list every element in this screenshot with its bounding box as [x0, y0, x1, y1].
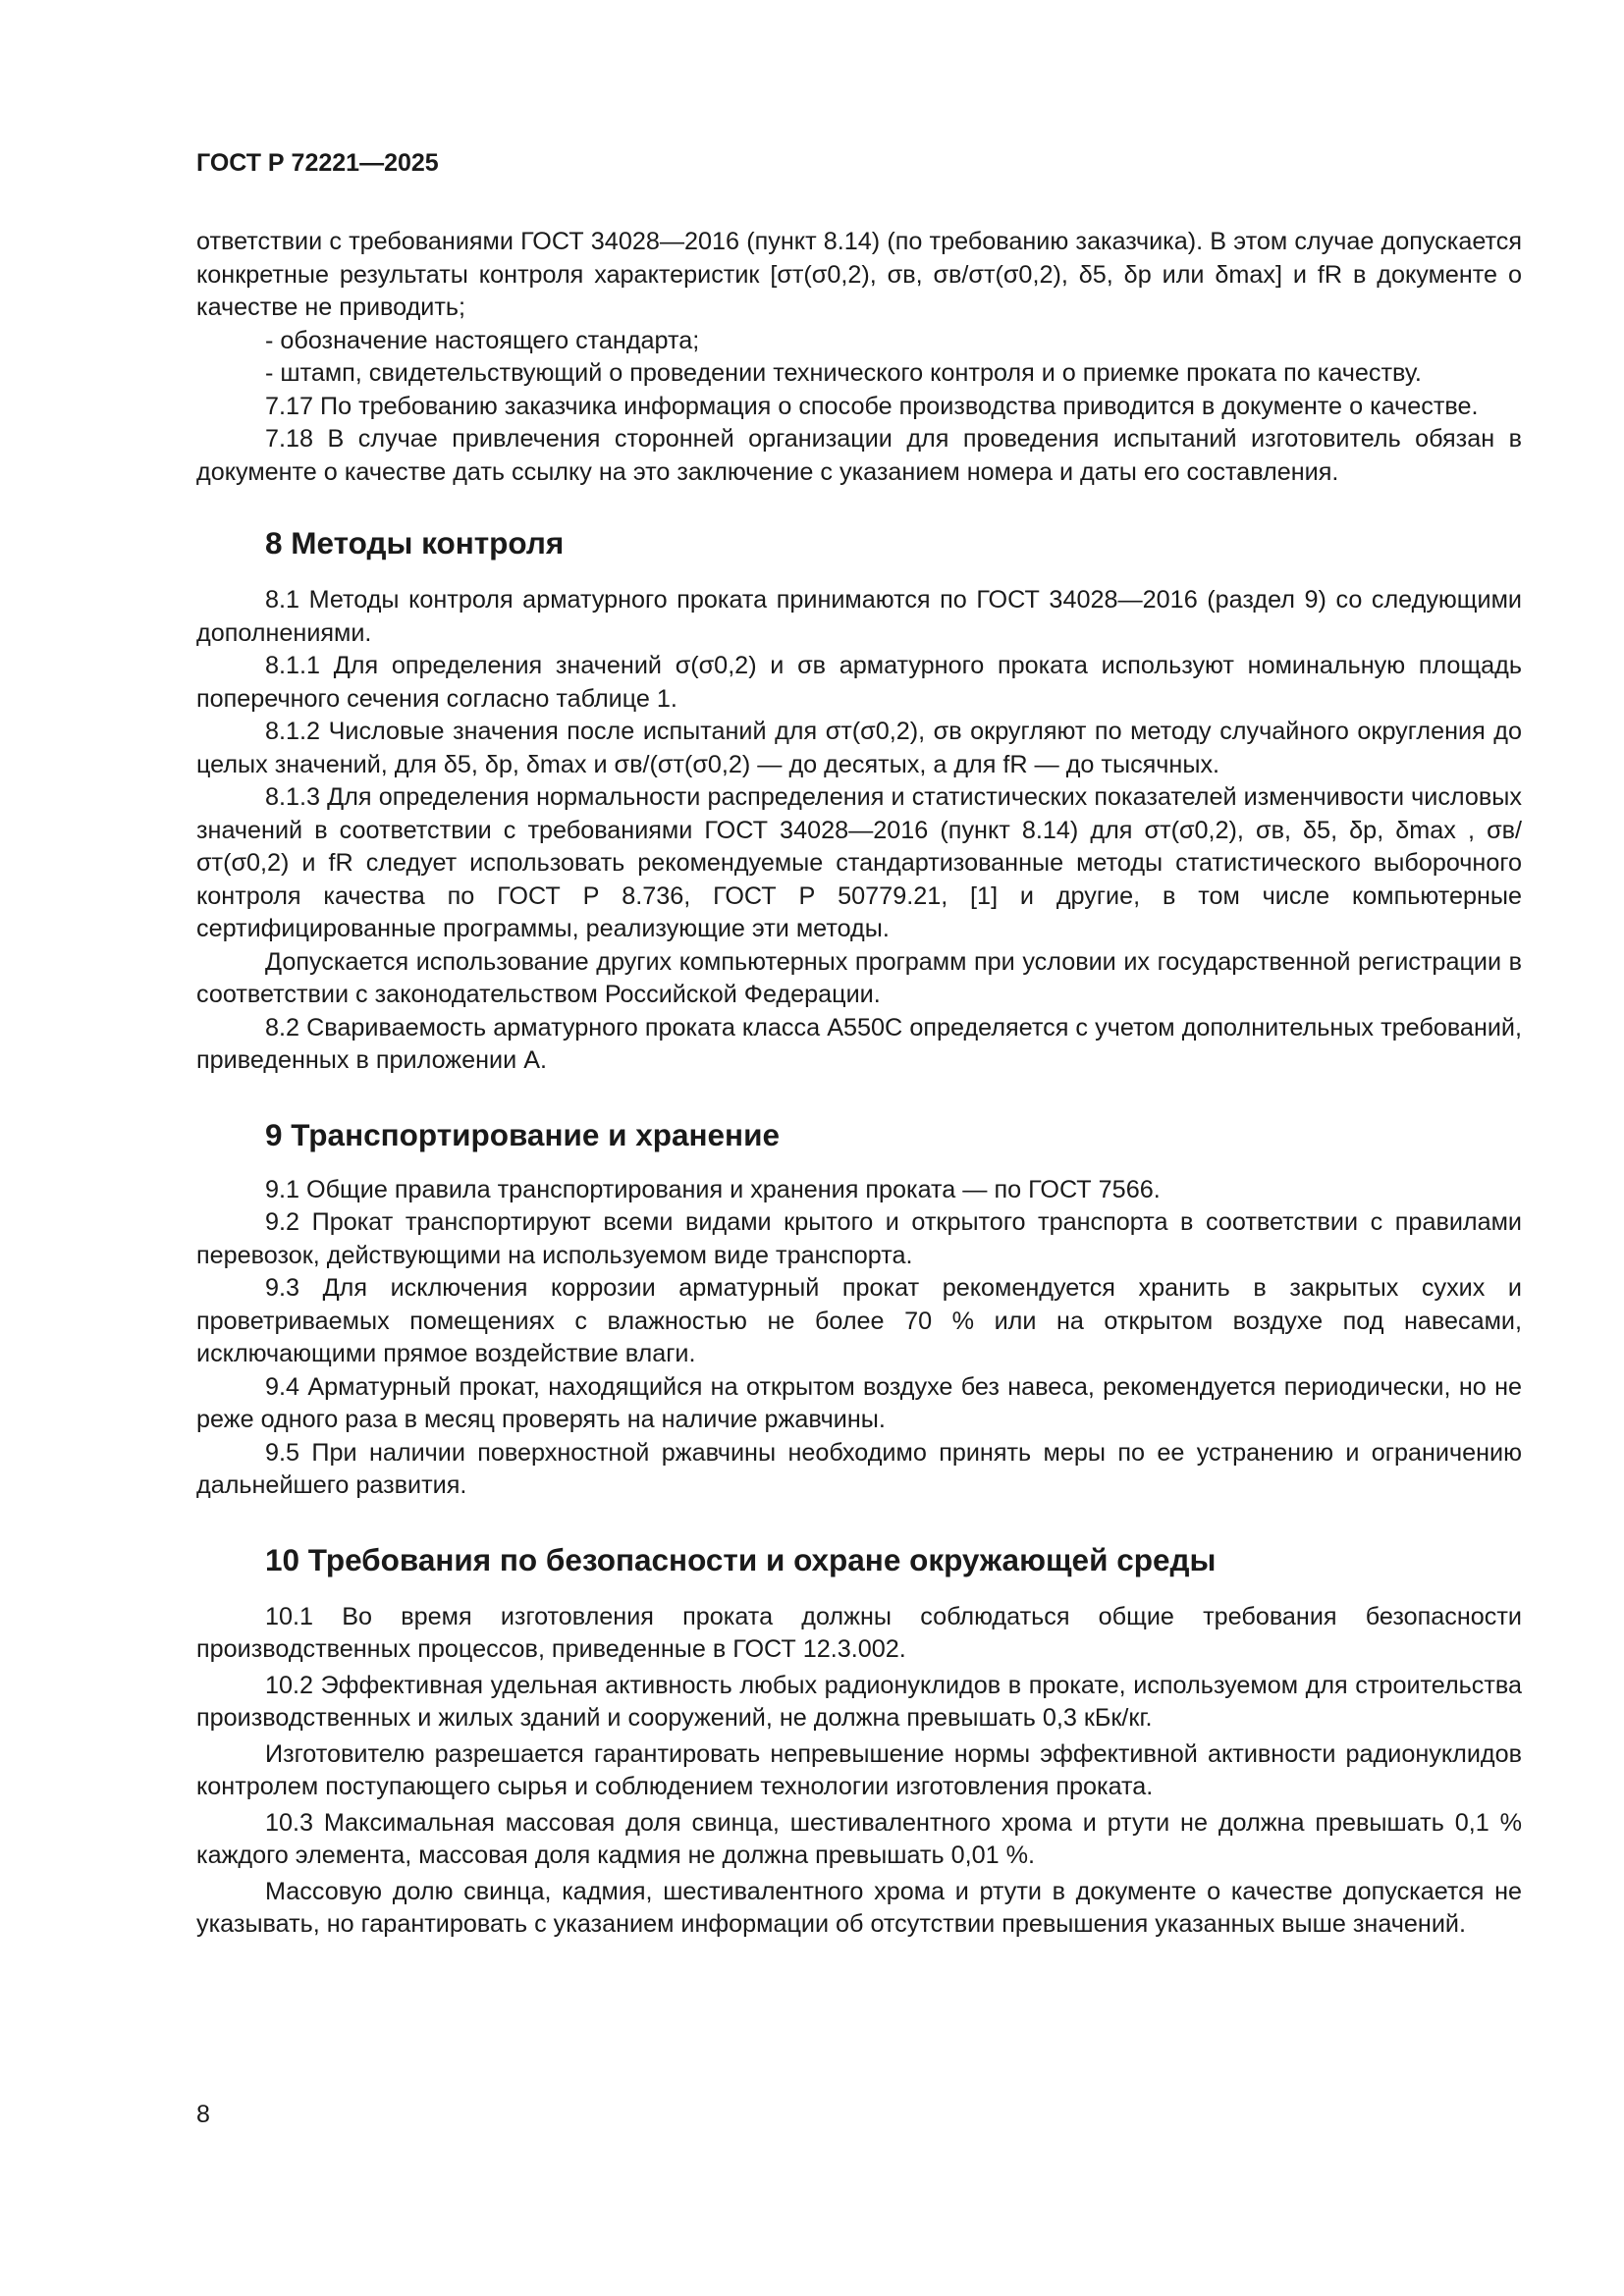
- paragraph: 10.2 Эффективная удельная активность любых радионуклидов в прокате, используемом для строительства производственных и жилых зданий и сооружений, не должна превышать 0,3 кБк/кг.: [196, 1671, 1522, 1732]
- paragraph: 8.1.3 Для определения нормальности распределения и статистических показателей изменчивости числовых значений в соответствии с требованиями ГОСТ 34028—2016 (пункт 8.14) для σт(σ0,2), σв, δ5, δр, δmax , σв/σт(σ0,2) и fR следует использовать рекомендуемые стандартизованные методы статистического выборочного контроля качества по ГОСТ Р 8.736, ГОСТ Р 50779.21, [1] и другие, в том числе компьютерные сертифицированные программы, реализующие эти методы.: [196, 783, 1522, 942]
- paragraph: Изготовителю разрешается гарантировать непревышение нормы эффективной активности радионуклидов контролем поступающего сырья и соблюдением технологии изготовления проката.: [196, 1739, 1522, 1800]
- list-item: - обозначение настоящего стандарта;: [265, 326, 700, 354]
- paragraph: 8.2 Свариваемость арматурного проката класса А550С определяется с учетом дополнительных требований, приведенных в приложении А.: [196, 1013, 1522, 1074]
- section-heading: 9 Транспортирование и хранение: [265, 1116, 780, 1152]
- paragraph: ответствии с требованиями ГОСТ 34028—2016 (пункт 8.14) (по требованию заказчика). В этом случае допускается конкретные результаты контроля характеристик [σт(σ0,2), σв, σв/σт(σ0,2), δ5, δр или δmax] и fR в документе о качестве не приводить;: [196, 228, 1522, 321]
- paragraph: 8.1.1 Для определения значений σ(σ0,2) и σв арматурного проката используют номинальную площадь поперечного сечения согласно таблице 1.: [196, 652, 1522, 713]
- document-header: ГОСТ Р 72221—2025: [196, 149, 439, 177]
- page-number: 8: [196, 2101, 210, 2128]
- list-item: - штамп, свидетельствующий о проведении технического контроля и о приемке проката по качеству.: [265, 359, 1422, 387]
- paragraph: 10.1 Во время изготовления проката должны соблюдаться общие требования безопасности производственных процессов, приведенные в ГОСТ 12.3.002.: [196, 1602, 1522, 1663]
- paragraph: Массовую долю свинца, кадмия, шестивалентного хрома и ртути в документе о качестве допускается не указывать, но гарантировать с указанием информации об отсутствии превышения указанных выше значений.: [196, 1877, 1522, 1938]
- section-heading: 8 Методы контроля: [265, 525, 565, 561]
- paragraph: 8.1.2 Числовые значения после испытаний для σт(σ0,2), σв округляют по методу случайного округления до целых значений, для δ5, δр, δmax и σв/(σт(σ0,2) — до десятых, а для fR — до тысячных.: [196, 718, 1522, 778]
- paragraph: 9.5 При наличии поверхностной ржавчины необходимо принять меры по ее устранению и ограничению дальнейшего развития.: [196, 1438, 1522, 1499]
- paragraph: 7.17 По требованию заказчика информация о способе производства приводится в документе о качестве.: [265, 392, 1479, 420]
- paragraph: 10.3 Максимальная массовая доля свинца, шестивалентного хрома и ртути не должна превышать 0,1 % каждого элемента, массовая доля кадмия не должна превышать 0,01 %.: [196, 1808, 1522, 1869]
- paragraph: 8.1 Методы контроля арматурного проката принимаются по ГОСТ 34028—2016 (раздел 9) со следующими дополнениями.: [196, 586, 1522, 647]
- document-page: [196, 147, 1522, 1942]
- section-heading: 10 Требования по безопасности и охране окружающей среды: [265, 1541, 1217, 1577]
- paragraph: 9.1 Общие правила транспортирования и хранения проката — по ГОСТ 7566.: [265, 1175, 1161, 1203]
- paragraph: Допускается использование других компьютерных программ при условии их государственной регистрации в соответствии с законодательством Российской Федерации.: [196, 947, 1522, 1008]
- paragraph: 9.3 Для исключения коррозии арматурный прокат рекомендуется хранить в закрытых сухих и проветриваемых помещениях с влажностью не более 70 % или на открытом воздухе под навесами, исключающими прямое воздействие влаги.: [196, 1274, 1522, 1367]
- paragraph: 9.2 Прокат транспортируют всеми видами крытого и открытого транспорта в соответствии с правилами перевозок, действующими на используемом виде транспорта.: [196, 1208, 1522, 1269]
- paragraph: 7.18 В случае привлечения сторонней организации для проведения испытаний изготовитель обязан в документе о качестве дать ссылку на это заключение с указанием номера и даты его составления.: [196, 425, 1522, 486]
- paragraph: 9.4 Арматурный прокат, находящийся на открытом воздухе без навеса, рекомендуется периодически, но не реже одного раза в месяц проверять на наличие ржавчины.: [196, 1372, 1522, 1433]
